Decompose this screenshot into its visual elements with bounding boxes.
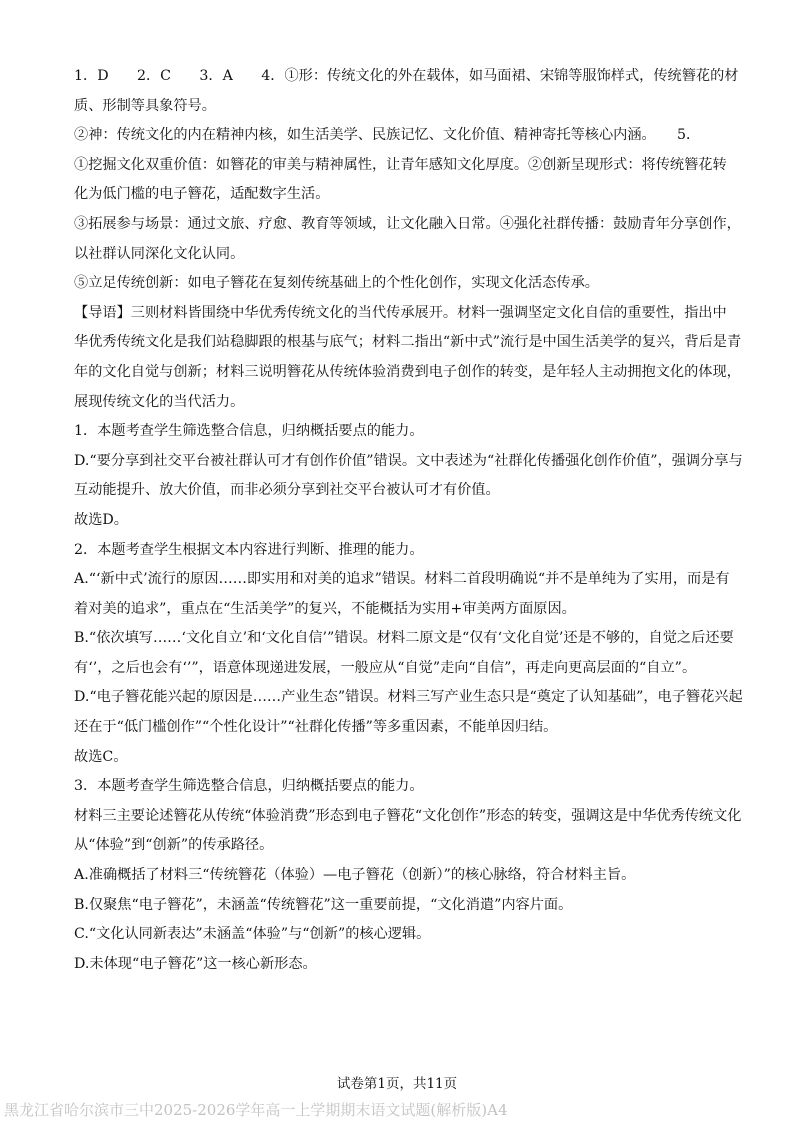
text-line: ⑤立足传统创新：如电子簪花在复刻传统基础上的个性化创作，实现文化活态传承。: [74, 275, 599, 292]
text-line: D.未体现“电子簪花”这一核心新形态。: [74, 955, 317, 972]
text-line: B.仅聚焦“电子簪花”，未涵盖“传统簪花”这一重要前提，“文化消遣”内容片面。: [74, 896, 573, 913]
page-footer: 试卷第1页，共11页: [336, 1076, 458, 1092]
text-line: 展现传统文化的当代活力。: [74, 393, 245, 410]
text-line: 1．D 2．C 3．A 4．①形：传统文化的外在载体，如马面裙、宋锦等服饰样式，传统簪花的材: [74, 68, 739, 84]
text-line: 故选D。: [74, 511, 128, 528]
text-line: C.“文化认同新表达”未涵盖“体验”与“创新”的核心逻辑。: [74, 926, 431, 943]
text-line: 3．本题考查学生筛选整合信息，归纳概括要点的能力。: [74, 778, 424, 795]
text-line: 有‘’，之后也会有‘’”，语意体现递进发展，一般应从“自觉”走向“自信”，再走向更高层面的“自立”。: [74, 659, 697, 676]
text-line: ②神：传统文化的内在精神内核，如生活美学、民族记忆、文化价值、精神寄托等核心内涵。 5．: [74, 127, 701, 144]
text-line: A.“‘新中式’流行的原因……即实用和对美的追求”错误。材料二首段明确说“并不是单纯为了实用，而是有: [74, 571, 730, 588]
text-line: 【导语】三则材料皆围绕中华优秀传统文化的当代传承展开。材料一强调坚定文化自信的重要性，指出中: [74, 304, 727, 321]
text-line: 年的文化自觉与创新；材料三说明簪花从传统体验消费到电子创作的转变，是年轻人主动拥抱文化的体现，: [74, 363, 741, 380]
text-line: 以社群认同深化文化认同。: [74, 245, 245, 262]
text-line: 材料三主要论述簪花从传统“体验消费”形态到电子簪花“文化创作”形态的转变，强调这是中华优秀传统文化: [74, 807, 742, 824]
text-line: D.“电子簪花能兴起的原因是……产业生态”错误。材料三写产业生态只是“奠定了认知基础”，电子簪花兴起: [74, 689, 743, 706]
text-line: 1．本题考查学生筛选整合信息，归纳概括要点的能力。: [74, 423, 424, 440]
document-watermark: 黑龙江省哈尔滨市三中2025-2026学年高一上学期期末语文试题(解析版)A4: [4, 1101, 508, 1119]
text-line: 故选C。: [74, 748, 128, 765]
text-line: B.“依次填写……‘文化自立’和‘文化自信’”错误。材料二原文是“仅有‘文化自觉’还是不够的，自觉之后还要: [74, 630, 734, 647]
text-line: 互动能提升、放大价值，而非必须分享到社交平台被认可才有价值。: [74, 482, 500, 499]
text-line: 质、形制等具象符号。: [74, 97, 216, 114]
text-line: D.“要分享到社交平台被社群认可才有创作价值”错误。文中表述为“社群化传播强化创作价值”，强调分享与: [74, 452, 743, 469]
text-line: 化为低门槛的电子簪花，适配数字生活。: [74, 186, 330, 203]
text-line: 着对美的追求”，重点在“生活美学”的复兴，不能概括为实用+审美两方面原因。: [74, 600, 576, 617]
text-line: 还在于“低门槛创作”“个性化设计”“社群化传播”等多重因素，不能单因归结。: [74, 719, 558, 736]
text-line: 从“体验”到“创新”的传承路径。: [74, 837, 274, 854]
text-line: 2．本题考查学生根据文本内容进行判断、推理的能力。: [74, 541, 424, 558]
text-line: ①挖掘文化双重价值：如簪花的审美与精神属性，让青年感知文化厚度。②创新呈现形式：将传统簪花转: [74, 156, 727, 173]
answer-analysis-body: [74, 62, 743, 979]
text-line: ③拓展参与场景：通过文旅、疗愈、教育等领域，让文化融入日常。④强化社群传播：鼓励青年分享创作，: [74, 215, 741, 232]
text-line: 华优秀传统文化是我们站稳脚跟的根基与底气；材料二指出“新中式”流行是中国生活美学的复兴，背后是青: [74, 334, 742, 351]
text-line: A.准确概括了材料三“传统簪花（体验）—电子簪花（创新）”的核心脉络，符合材料主旨。: [74, 867, 636, 884]
